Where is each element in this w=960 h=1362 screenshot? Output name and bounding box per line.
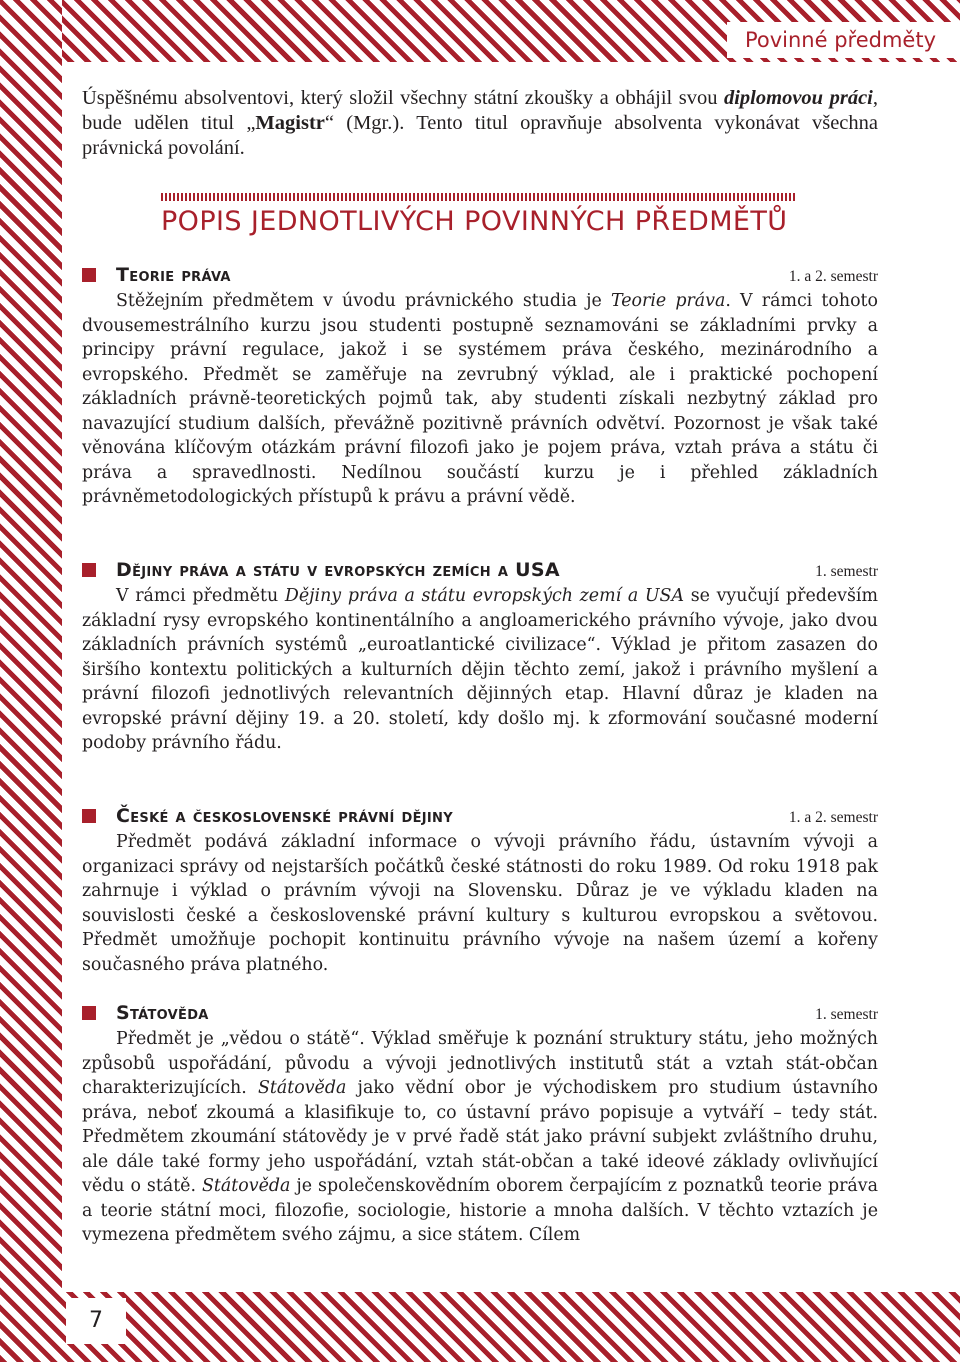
subject-title: České a československé právní dějiny	[116, 805, 453, 827]
subject-dejiny-prava-a-statu	[82, 557, 878, 756]
square-bullet-icon	[82, 1006, 96, 1020]
subject-lead: V rámci předmětu	[116, 586, 285, 606]
subject-statoveda	[82, 1000, 878, 1248]
subject-semester: 1. a 2. semestr	[788, 809, 878, 826]
subject-description	[82, 289, 878, 510]
square-bullet-icon	[82, 809, 96, 823]
subject-name-emphasis: Teorie práva	[611, 291, 726, 311]
intro-degree-term: Magistr	[255, 112, 325, 134]
intro-text-2: , bude udělen titul „	[82, 87, 878, 134]
square-bullet-icon	[82, 563, 96, 577]
subject-title: Dějiny práva a státu v evropských zemích a USA	[116, 559, 560, 581]
subject-description: Předmět podává základní informace o vývoji právního řádu, ústavním vývoji a organizaci správy od nejstarších počátků české státnosti do roku 1989. Od roku 1918 pak zahrnuje i výklad o právním vývoji na Slovensku. Důraz je ve výkladu kladen na souvislosti české a československé právní kultury s kulturou evropskou a světovou. Předmět umožňuje pochopit kontinuitu právního vývoje na našem území a kořeny současného práva platného.	[82, 832, 878, 975]
subject-teorie-prava	[82, 262, 878, 510]
subject-ceske-pravni-dejiny	[82, 803, 878, 977]
intro-paragraph	[82, 86, 878, 161]
subject-title: Státověda	[116, 1002, 209, 1024]
subject-text: jako vědní obor je východiskem pro studium ústavního práva, neboť zkoumá a klasifikuje to, co ústavní právo popisuje a vytváří – tedy stát. Předmětem zkoumání státovědy je v prvé řadě stát jako právní subjekt zvláštního druhu, ale dále také formy jeho uspořádání, vztah stát-občan a také ideové základy ovlivňující vědu o státě.	[82, 1078, 878, 1196]
subject-header	[82, 557, 878, 584]
subject-name-emphasis: Státověda	[257, 1078, 347, 1098]
subject-description	[82, 1027, 878, 1248]
subject-header	[82, 262, 878, 289]
page-number: 7	[66, 1298, 126, 1344]
subject-name-emphasis: Státověda	[202, 1176, 291, 1196]
subject-semester: 1. a 2. semestr	[788, 268, 878, 285]
subject-semester: 1. semestr	[815, 1006, 878, 1023]
subject-description	[82, 584, 878, 756]
subject-header	[82, 803, 878, 830]
intro-text-1: Úspěšnému absolventovi, který složil všechny státní zkoušky a obhájil svou	[82, 87, 724, 109]
subject-name-emphasis: Dějiny práva a státu evropských zemí a USA	[284, 586, 685, 606]
subject-title: Teorie práva	[116, 264, 231, 286]
intro-thesis-term: diplomovou práci	[723, 87, 873, 109]
subject-text: . V rámci tohoto dvousemestrálního kurzu jsou studenti postupně seznamováni se základními prvky a principy právní regulace, jakož i se systémem práva českého, mezinárodního a evropského. Předmět se zaměřuje na zevrubný výklad, ale i praktické pochopení základních právně-teoretických pojmů tak, aby studenti získali nezbytný základ pro navazující studium dalších, převážně pozitivně právních odvětví. Pozornost je však také věnována klíčovým otázkám právní filozofi jako je pojem práva, vztah práva a státu či práva a spravedlnosti. Nedílnou součástí kurzu je i přehled základních právněmetodologických přístupů k právu a právní vědě.	[82, 291, 878, 507]
subject-text: se vyučují především základní rysy evropského kontinentálního a angloamerického právního vývoje, jako dvou základních právních systémů „euroatlantické civilizace“. Výklad je přitom zasazen do širšího kontextu politických a kulturních dějin těchto zemí, jakož i právního myšlení a právní filozofi jednotlivých relevantních dějinných etap. Hlavní důraz je kladen na evropské právní dějiny 19. a 20. století, kdy došlo mj. k zformování současné moderní podoby právního řádu.	[82, 586, 878, 753]
subject-header	[82, 1000, 878, 1027]
intro-text-3: “ (Mgr.). Tento titul opravňuje absolventa vykonávat všechna právnická povolání.	[82, 112, 878, 159]
decorative-stripe-bottom	[0, 1292, 960, 1362]
subject-semester: 1. semestr	[815, 563, 878, 580]
section-divider	[161, 193, 797, 201]
subject-text: je společenskovědním oborem čerpajícím z poznatků teorie práva a teorie státní moci, filozofie, sociologie, historie a mnoha dalších. V těchto vztazích je vymezena předmětem svého zájmu, a sice státem. Cílem	[82, 1176, 878, 1245]
chapter-label: Povinné předměty	[727, 22, 960, 58]
decorative-stripe-left	[0, 0, 62, 1362]
square-bullet-icon	[82, 268, 96, 282]
subject-text: Předmět je „vědou o státě“. Výklad směřuje k poznání struktury státu, jeho možných způsobů uspořádání, původu a vývoji jednotlivých institutů stát a vztah stát-občan charakterizujících.	[82, 1029, 878, 1098]
subject-lead: Stěžejním předmětem v úvodu právnického studia je	[116, 291, 611, 311]
section-title: POPIS JEDNOTLIVÝCH POVINNÝCH PŘEDMĚTŮ	[161, 206, 788, 237]
